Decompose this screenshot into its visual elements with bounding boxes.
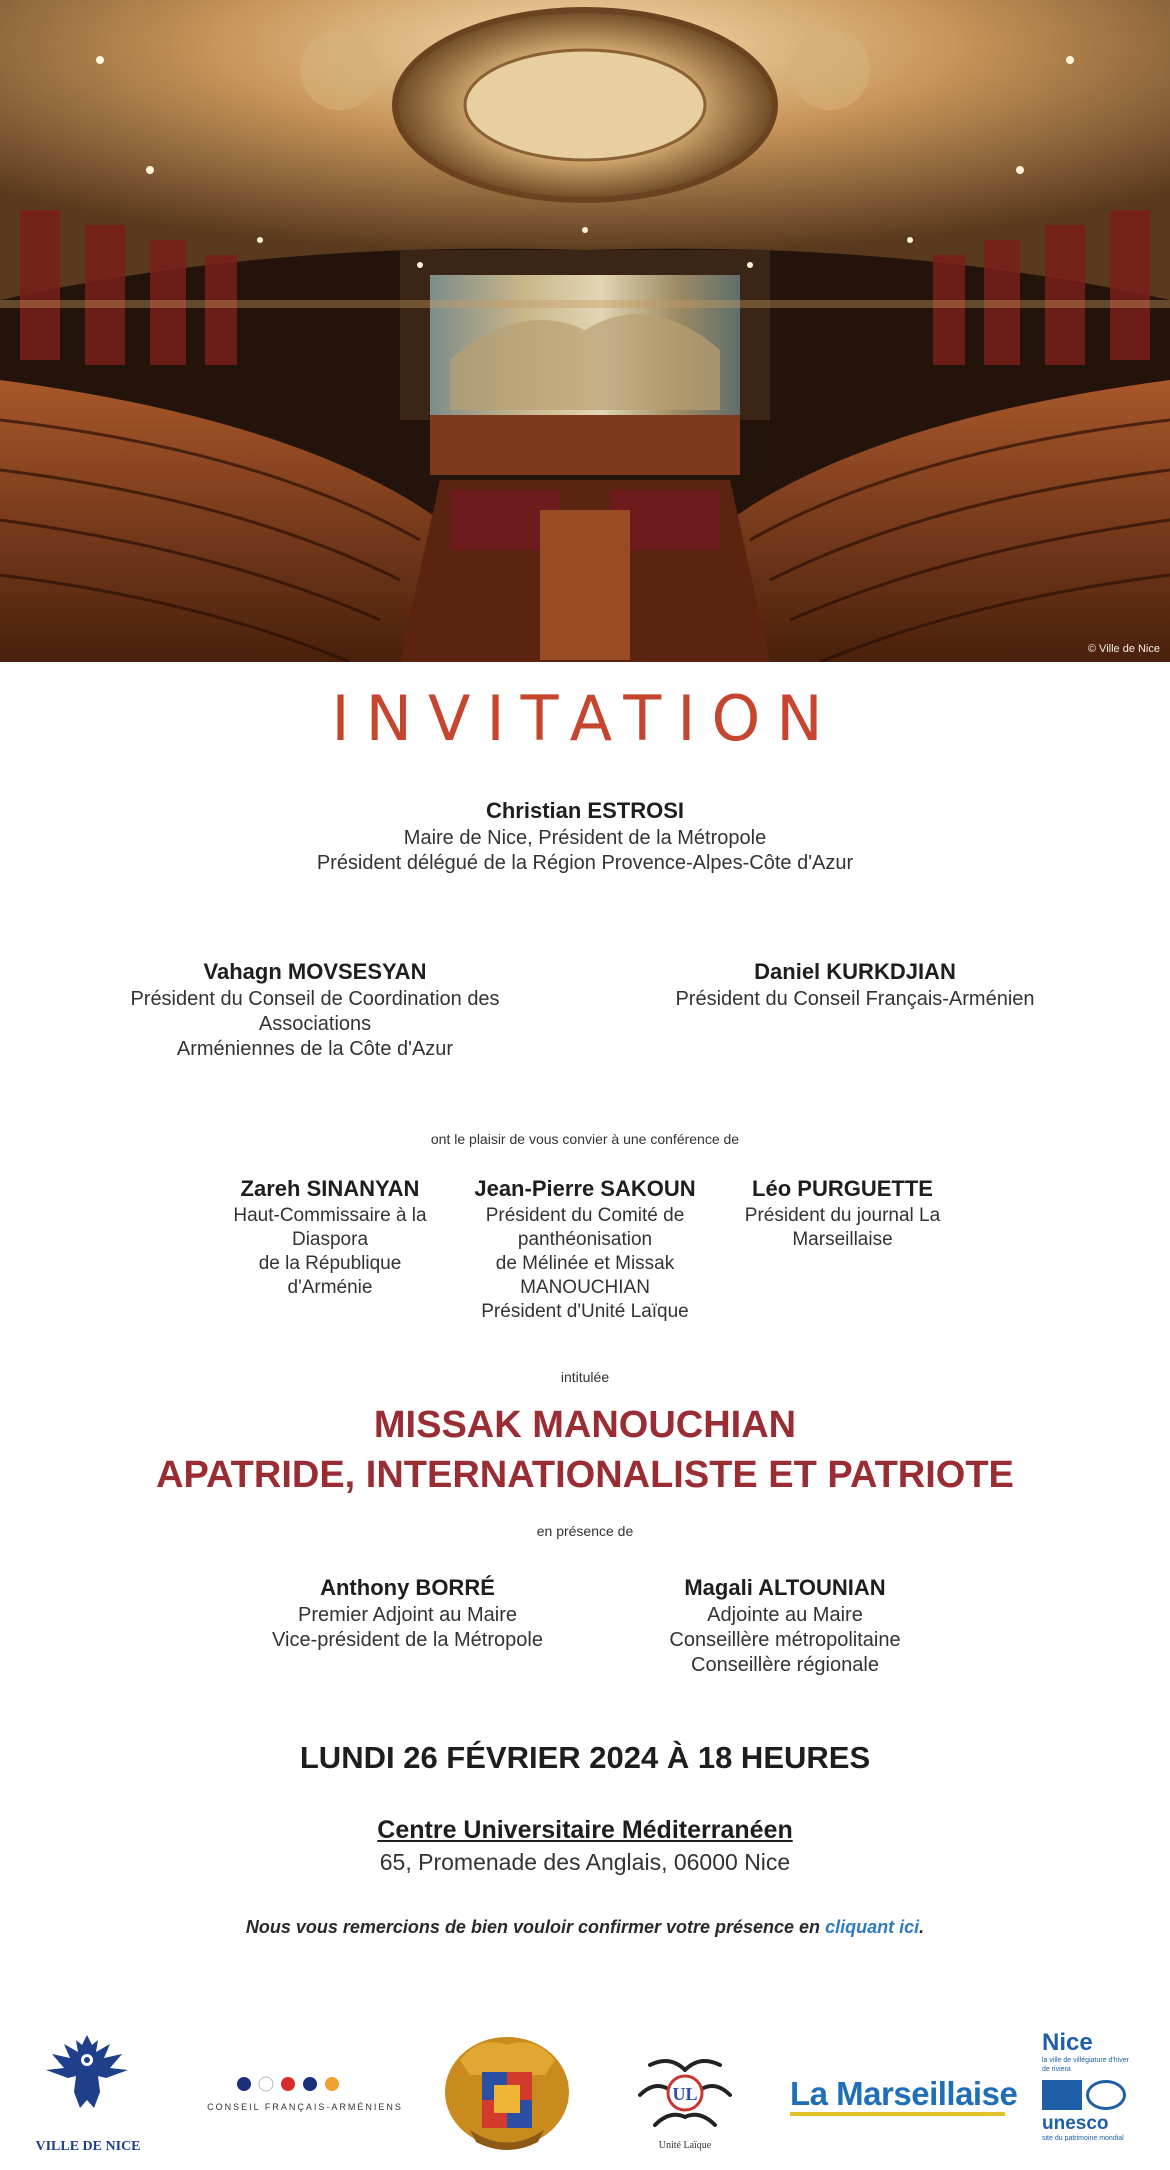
guest-title-2: Conseillère métropolitaine <box>669 1629 901 1651</box>
cohost-title-3: Arméniennes de la Côte d'Azur <box>176 1038 454 1060</box>
venue-address: 65, Promenade des Anglais, 06000 Nice <box>379 1849 791 1875</box>
guest-name: Anthony BORRÉ <box>320 1575 495 1600</box>
host-block <box>0 796 1170 876</box>
speaker-title-4: d'Arménie <box>287 1277 373 1298</box>
speaker-title-2: panthéonisation <box>517 1229 653 1250</box>
speaker-title-1: Président du Comité de <box>485 1205 685 1226</box>
speaker-name: Zareh SINANYAN <box>240 1176 420 1201</box>
cohost-title-2: Associations <box>258 1013 372 1035</box>
auditorium-photo <box>0 0 1170 662</box>
guest-title-2: Vice-président de la Métropole <box>272 1629 543 1651</box>
presence-label: en présence de <box>536 1523 634 1539</box>
guest-title-1: Premier Adjoint au Maire <box>298 1604 517 1626</box>
speaker-name: Jean-Pierre SAKOUN <box>474 1176 696 1201</box>
event-date: LUNDI 26 FÉVRIER 2024 À 18 HEURES <box>299 1740 871 1775</box>
speaker-title-2: Marseillaise <box>792 1229 893 1250</box>
speaker-title-4: MANOUCHIAN <box>520 1277 650 1298</box>
ville-de-nice-eagle-logo <box>40 2030 135 2115</box>
rsvp-line <box>0 1917 1170 1938</box>
auditorium-illustration <box>0 0 1170 662</box>
unesco-temple-icon <box>1042 2080 1082 2110</box>
photo-credit: © Ville de Nice <box>1087 643 1160 655</box>
speaker-title-5: Président d'Unité Laïque <box>481 1301 689 1322</box>
host-title-1: Maire de Nice, Président de la Métropole <box>403 827 767 849</box>
cfa-caption: CONSEIL FRANÇAIS-ARMÉNIENS <box>207 2102 403 2112</box>
guest-title-1: Adjointe au Maire <box>707 1604 863 1626</box>
host-name: Christian ESTROSI <box>485 798 685 823</box>
unite-laique-hands-logo <box>630 2045 740 2140</box>
rsvp-link[interactable]: cliquant ici <box>825 1917 920 1937</box>
cohost-kurkdjian <box>640 957 1070 1012</box>
guest-borre <box>240 1573 575 1653</box>
conference-title-line-2: APATRIDE, INTERNATIONALISTE ET PATRIOTE <box>156 1454 1014 1496</box>
conference-intro: ont le plaisir de vous convier à une conférence de <box>430 1131 740 1147</box>
cohost-name: Vahagn MOVSESYAN <box>203 959 427 984</box>
unesco-subtitle: site du patrimoine mondial <box>1042 2135 1124 2142</box>
nice-unesco-logo <box>1042 2030 1162 2142</box>
unesco-wordmark: unesco <box>1042 2113 1109 2134</box>
la-marseillaise-logo: La Marseillaise <box>790 2075 1018 2112</box>
marseillaise-underline <box>790 2112 1005 2116</box>
rsvp-text: Nous vous remercions de bien vouloir confirmer votre présence en <box>245 1917 821 1937</box>
speaker-title-3: de Mélinée et Missak <box>495 1253 675 1274</box>
rsvp-end: . <box>919 1917 925 1937</box>
speaker-title-1: Haut-Commissaire à la <box>233 1205 427 1226</box>
venue-block <box>0 1816 1170 1876</box>
host-title-2: Président délégué de la Région Provence-Alpes-Côte d'Azur <box>316 852 854 874</box>
titled-label: intitulée <box>560 1369 610 1385</box>
armenia-coat-of-arms-logo <box>440 2030 575 2160</box>
venue-name: Centre Universitaire Méditerranéen <box>377 1816 793 1844</box>
world-heritage-icon <box>1086 2080 1126 2110</box>
speaker-name: Léo PURGUETTE <box>752 1176 933 1201</box>
speaker-sinanyan <box>210 1174 450 1300</box>
ville-de-nice-caption: VILLE DE NICE <box>35 2139 141 2154</box>
unite-laique-caption: Unité Laïque <box>658 2140 712 2151</box>
cfa-dots-logo <box>232 2073 362 2095</box>
guest-title-3: Conseillère régionale <box>691 1654 879 1676</box>
nice-unesco-title: Nice <box>1042 2029 1093 2056</box>
cohost-name: Daniel KURKDJIAN <box>754 959 956 984</box>
speaker-purguette <box>720 1174 965 1252</box>
nice-unesco-subtitle: la ville de villégiature d'hiver de riviera <box>1042 2057 1129 2073</box>
speaker-title-3: de la République <box>258 1253 402 1274</box>
cohost-title-1: Président du Conseil de Coordination des <box>130 988 500 1010</box>
guest-name: Magali ALTOUNIAN <box>684 1575 886 1600</box>
guest-altounian <box>620 1573 950 1678</box>
speaker-title-1: Président du journal La <box>744 1205 941 1226</box>
speaker-sakoun <box>455 1174 715 1324</box>
cohost-title-1: Président du Conseil Français-Arménien <box>675 988 1035 1010</box>
cohost-movsesyan <box>95 957 535 1062</box>
speaker-title-2: Diaspora <box>291 1229 369 1250</box>
svg-text:UL: UL <box>672 2084 698 2104</box>
conference-title-line-1: MISSAK MANOUCHIAN <box>373 1404 797 1446</box>
unesco-emblems <box>1042 2080 1162 2110</box>
invitation-heading: INVITATION <box>331 682 839 755</box>
